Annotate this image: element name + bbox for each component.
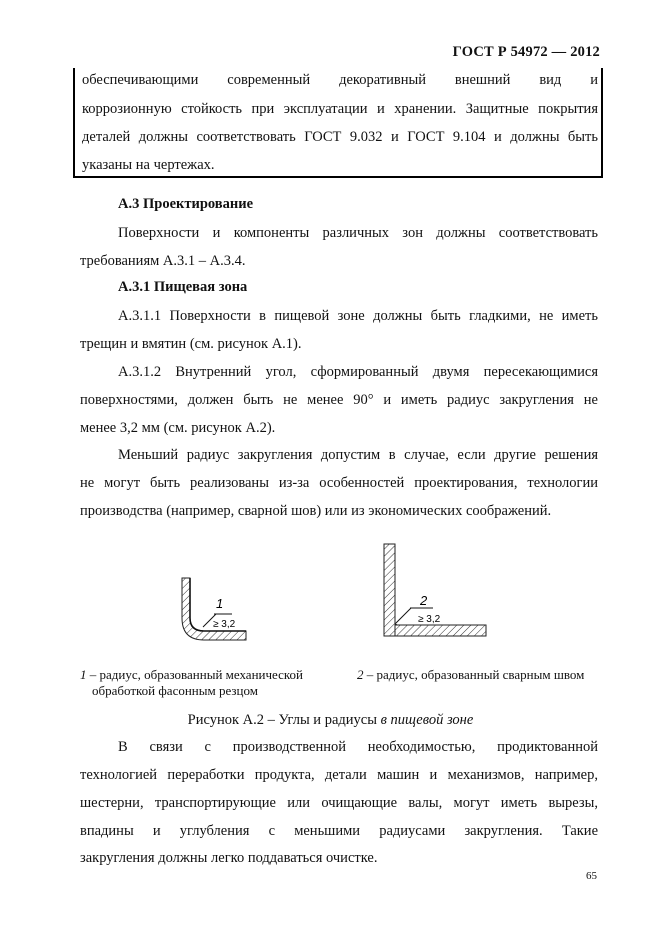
figure-title	[0, 712, 661, 728]
paragraph-line: А.3.1.2 Внутренний угол, сформированный двумя пересекающимися	[118, 364, 598, 380]
boxed-text-line: обеспечивающими современный декоративный внешний вид и	[82, 72, 598, 88]
figure-label-1: 1	[216, 596, 224, 611]
page-number: 65	[586, 870, 597, 882]
figure-dim-1: ≥ 3,2	[213, 619, 236, 630]
document-header: ГОСТ Р 54972 — 2012	[452, 44, 600, 60]
paragraph-line: не могут быть реализованы из-за особенностей проектирования, технологии	[80, 475, 598, 491]
figure-caption-left-cont: обработкой фасонным резцом	[92, 683, 258, 698]
caption-right-number: 2	[357, 667, 364, 682]
machined-radius-diagram	[182, 578, 246, 640]
figure-title-italic: в пищевой зоне	[380, 712, 474, 728]
paragraph-line: технологией переработки продукта, детали машин и механизмов, например,	[80, 767, 598, 783]
figure-label-2: 2	[420, 593, 428, 608]
caption-right-text: – радиус, образованный сварным швом	[363, 667, 585, 682]
boxed-text-line: указаны на чертежах.	[82, 157, 215, 173]
paragraph-line: А.3.1.1 Поверхности в пищевой зоне должны быть гладкими, не иметь	[118, 308, 598, 324]
boxed-text-line: коррозионную стойкость при эксплуатации и хранении. Защитные покрытия	[82, 101, 598, 117]
boxed-text-line: деталей должны соответствовать ГОСТ 9.032 и ГОСТ 9.104 и должны быть	[82, 129, 598, 145]
paragraph-line: менее 3,2 мм (см. рисунок А.2).	[80, 420, 276, 436]
paragraph-line: поверхностями, должен быть не менее 90° и иметь радиус закругления не	[80, 392, 598, 408]
paragraph-line: шестерни, транспортирующие или очищающие валы, могут иметь вырезы,	[80, 795, 598, 811]
section-heading-a31: А.3.1 Пищевая зона	[118, 279, 248, 295]
paragraph-line: Поверхности и компоненты различных зон должны соответствовать	[118, 225, 598, 241]
paragraph-line: производства (например, сварной шов) или из экономических соображений.	[80, 503, 552, 519]
paragraph-line: трещин и вмятин (см. рисунок А.1).	[80, 336, 302, 352]
figure-title-text: Рисунок А.2 – Углы и радиусы	[187, 712, 381, 728]
paragraph-line: В связи с производственной необходимостью, продиктованной	[118, 739, 598, 755]
section-heading-a3: А.3 Проектирование	[118, 196, 254, 212]
paragraph-line: впадины и углубления с меньшими радиусами закругления. Такие	[80, 823, 598, 839]
figure-dim-2: ≥ 3,2	[418, 614, 441, 625]
figure-caption-left	[80, 667, 303, 683]
figure-caption-right	[357, 667, 584, 683]
caption-left-number: 1	[80, 667, 87, 682]
paragraph-line: закругления должны легко поддаваться очистке.	[80, 850, 378, 866]
paragraph-line: Меньший радиус закругления допустим в случае, если другие решения	[118, 447, 598, 463]
caption-left-text: – радиус, образованный механической	[86, 667, 303, 682]
paragraph-line: требованиям А.3.1 – А.3.4.	[80, 253, 246, 269]
